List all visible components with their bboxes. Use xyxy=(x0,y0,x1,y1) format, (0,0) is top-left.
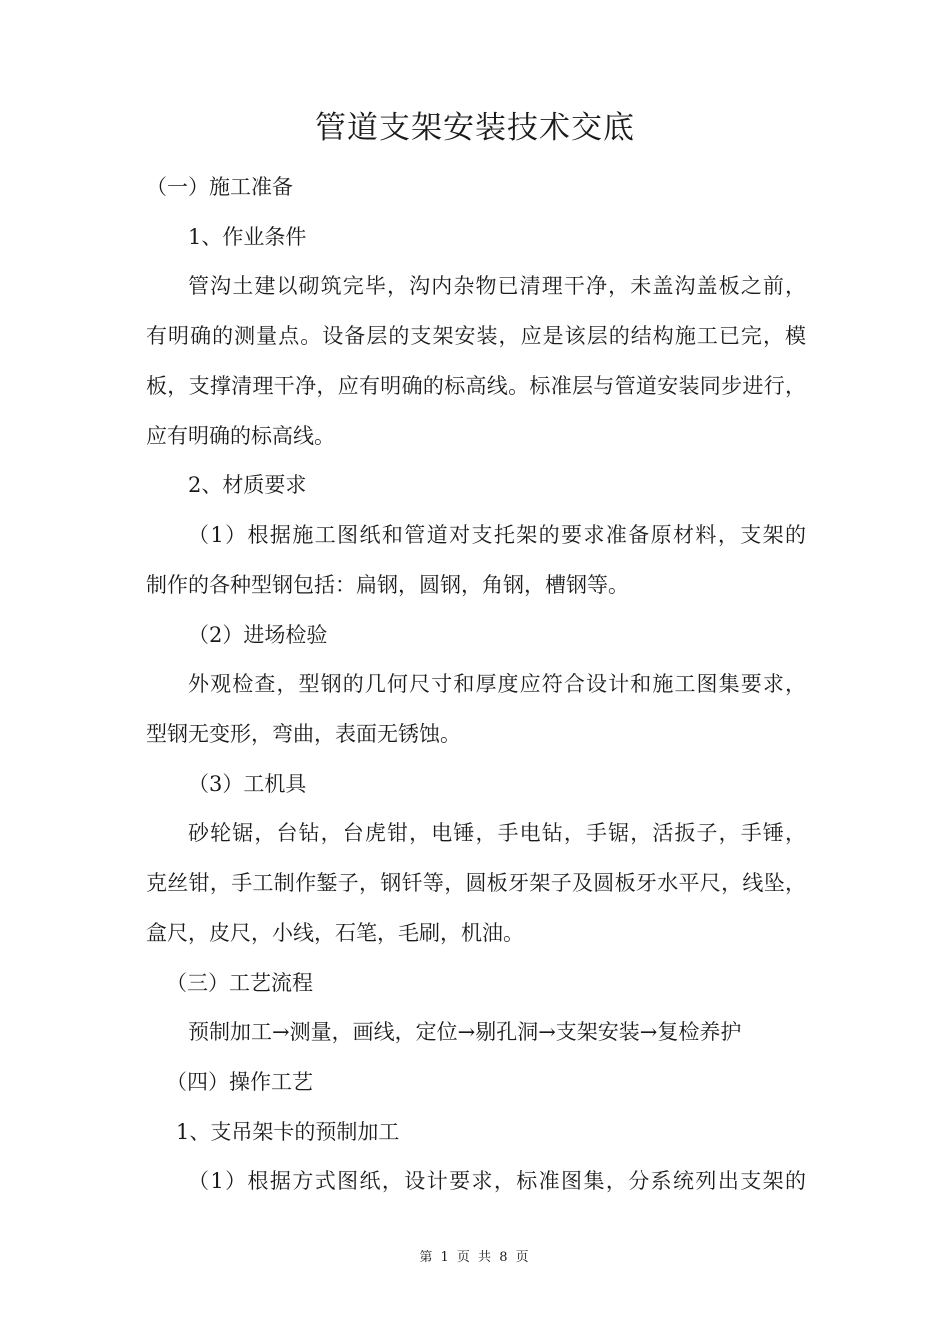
subsection-heading-prefabrication: 1、支吊架卡的预制加工 xyxy=(176,1120,400,1144)
document-title: 管道支架安装技术交底 xyxy=(315,110,635,146)
paragraph-line: 有明确的测量点。设备层的支架安装，应是该层的结构施工已完，模 xyxy=(146,324,806,348)
item-heading-tools: （3）工机具 xyxy=(188,772,307,796)
paragraph-line: 应有明确的标高线。 xyxy=(146,424,335,448)
item-heading-inspection: （2）进场检验 xyxy=(188,623,328,647)
paragraph-line: 制作的各种型钢包括：扁钢，圆钢，角钢，槽钢等。 xyxy=(146,573,629,597)
paragraph-line: 外观检查，型钢的几何尺寸和厚度应符合设计和施工图集要求， xyxy=(188,672,806,696)
paragraph-line: 克丝钳，手工制作錾子，钢钎等，圆板牙架子及圆板牙水平尺，线坠， xyxy=(146,871,806,895)
process-flow-line: 预制加工→测量，画线，定位→剔孔洞→支架安装→复检养护 xyxy=(188,1020,742,1044)
subsection-heading-material: 2、材质要求 xyxy=(188,473,307,497)
subsection-heading-work-conditions: 1、作业条件 xyxy=(188,225,307,249)
paragraph-line: 板，支撑清理干净，应有明确的标高线。标准层与管道安装同步进行， xyxy=(146,374,806,398)
paragraph-line: （1）根据方式图纸，设计要求，标准图集，分系统列出支架的 xyxy=(188,1169,806,1193)
section-heading-process-flow: （三）工艺流程 xyxy=(166,971,313,995)
section-heading-preparation: （一）施工准备 xyxy=(146,175,293,199)
paragraph-line: 盒尺，皮尺，小线，石笔，毛刷，机油。 xyxy=(146,921,524,945)
section-heading-operation: （四）操作工艺 xyxy=(166,1070,313,1094)
paragraph-line: 管沟土建以砌筑完毕，沟内杂物已清理干净，未盖沟盖板之前， xyxy=(188,274,806,298)
paragraph-line: （1）根据施工图纸和管道对支托架的要求准备原材料，支架的 xyxy=(188,523,806,547)
paragraph-line: 型钢无变形，弯曲，表面无锈蚀。 xyxy=(146,722,461,746)
paragraph-line: 砂轮锯，台钻，台虎钳，电锤，手电钻，手锯，活扳子，手锤， xyxy=(188,821,806,845)
page-footer: 第 1 页 共 8 页 xyxy=(419,1250,531,1265)
